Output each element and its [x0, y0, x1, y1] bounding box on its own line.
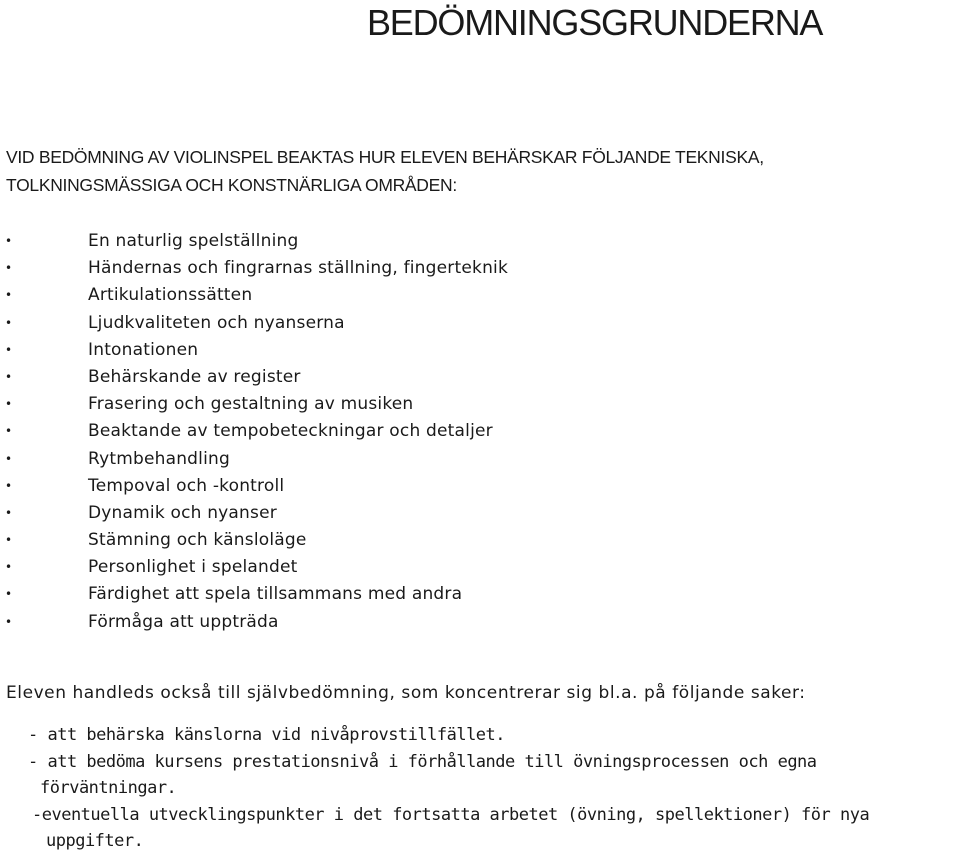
list-item-label: Artikulationssätten	[88, 285, 253, 306]
bullet-icon: •	[5, 560, 13, 575]
point-text: - att bedöma kursens prestationsnivå i förhållande till övningsprocessen och egna	[28, 751, 817, 772]
point-text-continued: uppgifter.	[46, 831, 144, 851]
list-item	[0, 255, 508, 282]
list-item	[0, 554, 508, 581]
bullet-icon: •	[5, 451, 13, 466]
list-item-label: Ljudkvaliteten och nyanserna	[88, 312, 345, 333]
list-item-label: Färdighet att spela tillsammans med andra	[88, 584, 463, 605]
list-item	[0, 473, 508, 500]
bullet-icon: •	[5, 614, 13, 629]
list-item	[0, 500, 508, 527]
list-item	[0, 310, 508, 337]
list-item	[0, 581, 508, 608]
bullet-icon: •	[5, 261, 13, 276]
list-item-label: Beaktande av tempobeteckningar och detaljer	[88, 421, 493, 442]
bullet-icon: •	[5, 533, 13, 548]
intro-line-2: TOLKNINGSMÄSSIGA OCH KONSTNÄRLIGA OMRÅDEN:	[6, 175, 457, 195]
bullet-icon: •	[5, 478, 13, 493]
bullet-icon: •	[5, 424, 13, 439]
point-text-continued: förväntningar.	[40, 778, 177, 798]
bullet-icon: •	[5, 505, 13, 520]
list-item	[0, 364, 508, 391]
list-item-label: Händernas och fingrarnas ställning, fingerteknik	[88, 258, 509, 279]
self-assessment-points	[28, 722, 869, 855]
list-item	[0, 228, 508, 255]
list-item	[28, 722, 869, 749]
list-item	[28, 749, 869, 802]
list-item	[0, 446, 508, 473]
intro-line-1: VID BEDÖMNING AV VIOLINSPEL BEAKTAS HUR ELEVEN BEHÄRSKAR FÖLJANDE TEKNISKA,	[6, 147, 764, 167]
page-title: BEDÖMNINGSGRUNDERNA	[367, 2, 823, 43]
list-item	[32, 802, 869, 855]
point-text: -eventuella utvecklingspunkter i det fortsatta arbetet (övning, spellektioner) för nya	[32, 804, 870, 825]
bullet-icon: •	[5, 315, 13, 330]
bullet-icon: •	[5, 397, 13, 412]
list-item	[0, 282, 508, 309]
point-text: - att behärska känslorna vid nivåprovstillfället.	[28, 725, 506, 745]
list-item-label: Frasering och gestaltning av musiken	[88, 394, 414, 415]
intro-heading	[6, 143, 960, 199]
list-item-label: Stämning och känsloläge	[88, 530, 307, 551]
list-item-label: Förmåga att uppträda	[88, 611, 279, 632]
list-item	[0, 527, 508, 554]
list-item-label: Personlighet i spelandet	[88, 557, 298, 578]
list-item-label: Dynamik och nyanser	[88, 502, 277, 523]
criteria-list	[0, 228, 508, 636]
list-item	[0, 609, 508, 636]
list-item	[0, 337, 508, 364]
list-item-label: Tempoval och -kontroll	[88, 475, 285, 496]
list-item-label: Behärskande av register	[88, 366, 301, 387]
self-assessment-paragraph: Eleven handleds också till självbedömning, som koncentrerar sig bl.a. på följande saker:	[6, 683, 806, 703]
bullet-icon: •	[5, 234, 13, 248]
bullet-icon: •	[5, 587, 13, 602]
list-item	[0, 391, 508, 418]
list-item-label: Intonationen	[88, 339, 199, 360]
bullet-icon: •	[5, 369, 13, 384]
bullet-icon: •	[5, 342, 13, 357]
list-item-label: Rytmbehandling	[88, 448, 230, 469]
list-item	[0, 418, 508, 445]
list-item-label: En naturlig spelställning	[88, 231, 299, 251]
bullet-icon: •	[5, 288, 13, 303]
